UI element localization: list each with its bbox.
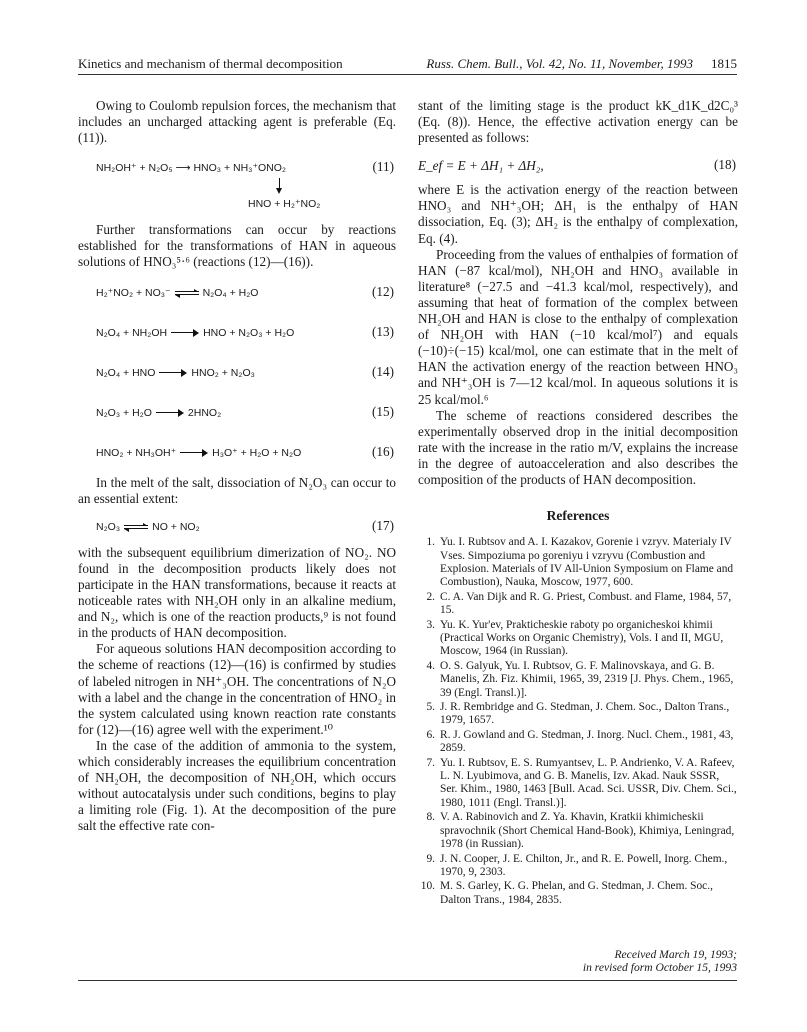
equation-reactants: N₂O₃ + H₂O	[96, 406, 152, 419]
equation-number: (11)	[372, 159, 394, 175]
reference-item	[418, 853, 738, 880]
references-list	[418, 536, 738, 907]
reference-text: J. N. Cooper, J. E. Chilton, Jr., and R. E. Powell, Inorg. Chem., 1970, 9, 2303.	[440, 852, 728, 878]
equation-products: 2HNO₂	[187, 406, 222, 419]
equation-number: (14)	[372, 363, 394, 379]
equilibrium-arrow-icon	[175, 288, 199, 298]
equation-number: (18)	[714, 157, 736, 173]
paragraph: The scheme of reactions considered describes the experimentally observed drop in the initial decomposition rate with the increase in the ratio m/V, explains the increase in the degree of autoacceleration and also describes the composition of the products of HAN decomposition.	[418, 407, 738, 487]
paragraph: In the melt of the salt, dissociation of N₂O₃ can occur to an essential extent:	[78, 474, 396, 506]
equation-11-branch	[78, 178, 396, 194]
reference-text: Yu. K. Yur'ev, Prakticheskie raboty po organicheskoi khimii (Practical Works on Organic Chemistry), Vols. I and II, MGU, Moscow, 1964 (in Russian).	[440, 618, 724, 658]
received-note	[583, 948, 737, 974]
reference-item	[418, 729, 738, 756]
equation-18	[418, 156, 738, 182]
reference-item	[418, 701, 738, 728]
reference-number: 3.	[426, 618, 435, 631]
equation-reactants: HNO₂ + NH₃OH⁺	[96, 446, 177, 459]
equation-formula: E_ef = E + ΔH₁ + ΔH₂,	[418, 158, 544, 174]
reference-number: 8.	[426, 811, 435, 824]
reference-item	[418, 536, 738, 590]
left-column	[78, 98, 396, 834]
reaction-arrow-icon	[159, 369, 187, 377]
page-number: 1815	[711, 56, 737, 71]
reference-number: 10.	[420, 880, 435, 893]
header-journal	[426, 56, 737, 72]
reference-number: 4.	[426, 659, 435, 672]
equation-number: (13)	[372, 323, 394, 339]
reference-text: Yu. I. Rubtsov, E. S. Rumyantsev, L. P. Andrienko, V. A. Rafeev, L. N. Lyubimova, and G. B. Manelis, Izv. Akad. Nauk SSSR, Ser. Khim., 1980, 1463 [Bull. Acad. Sci. USSR, Div. Chem. Sci., 1980, 1011 (Engl. Transl.)].	[440, 756, 737, 809]
header-journal-citation: Russ. Chem. Bull., Vol. 42, No. 11, November, 1993	[426, 56, 693, 71]
equation-11	[78, 158, 396, 178]
equilibrium-arrow-icon	[124, 522, 148, 532]
reference-text: J. R. Rembridge and G. Stedman, J. Chem. Soc., Dalton Trans., 1979, 1657.	[440, 701, 730, 727]
running-header	[78, 54, 737, 75]
reference-text: O. S. Galyuk, Yu. I. Rubtsov, G. F. Malinovskaya, and G. B. Manelis, Zh. Fiz. Khimii, 1965, 39, 2319 [J. Phys. Chem., 1965, 39 (Engl. Transl.)].	[440, 659, 734, 699]
equation-reactants: N₂O₄ + HNO	[96, 366, 156, 379]
equation-reactants: N₂O₃	[96, 520, 121, 533]
reference-number: 5.	[426, 701, 435, 714]
equation-number: (15)	[372, 403, 394, 419]
reference-item	[418, 660, 738, 700]
paragraph: Proceeding from the values of enthalpies of formation of HAN (−87 kcal/mol), NH₂OH and HNO₃ available in literature⁸ (−27.5 and −41.3 kcal/mol, respectively), and assuming that heat of formation of the complex between NH₂OH and HAN is close to the enthalpy of complexation of NH₂OH with HAN (−10 kcal/mol⁷) and equals (−10)÷(−15) kcal/mol, one can estimate that in the melt of HAN the activation energy of the reaction between HNO₃ and NH⁺₃OH is 7—12 kcal/mol. In aqueous solutions it is 25 kcal/mol.⁶	[418, 246, 738, 407]
reference-number: 1.	[426, 536, 435, 549]
equation-14	[78, 363, 396, 403]
equation-reactants: N₂O₄ + NH₂OH	[96, 326, 168, 339]
footer-rule	[78, 980, 737, 981]
equation-products: NO + NO₂	[152, 520, 200, 533]
right-column	[418, 98, 738, 908]
equation-products: N₂O₄ + H₂O	[202, 286, 259, 299]
equation-15	[78, 403, 396, 443]
paragraph: In the case of the addition of ammonia to the system, which considerably increases the equilibrium concentration of NH₂OH, the decomposition of NH₂OH, which occurs without autocatalysis under such conditions, begins to play a limiting role (Fig. 1). At the decomposition of the pure salt the effective rate con-	[78, 737, 396, 834]
reference-item	[418, 757, 738, 811]
equation-13	[78, 323, 396, 363]
paragraph: Further transformations can occur by reactions established for the transformations of HAN in aqueous solutions of HNO₃⁵·⁶ (reactions (12)—(16)).	[78, 222, 396, 270]
reference-number: 6.	[426, 728, 435, 741]
equation-number: (12)	[372, 283, 394, 299]
reference-text: V. A. Rabinovich and Z. Ya. Khavin, Kratkii khimicheskii spravochnik (Short Chemical Hand-Book), Khimiya, Leningrad, 1978 (in Russian).	[440, 811, 735, 851]
reaction-arrow-icon	[171, 329, 199, 337]
reference-text: R. J. Gowland and G. Stedman, J. Inorg. Nucl. Chem., 1981, 43, 2859.	[440, 728, 734, 755]
equation-12	[78, 283, 396, 323]
equation-11-product	[78, 194, 396, 222]
reference-number: 9.	[426, 852, 435, 865]
references-heading: References	[546, 508, 610, 524]
equation-reactants: H₂⁺NO₂ + NO₃⁻	[96, 286, 171, 299]
reference-number: 7.	[426, 756, 435, 769]
reaction-arrow-icon	[156, 409, 184, 417]
header-title: Kinetics and mechanism of thermal decomposition	[78, 56, 343, 71]
equation-number: (16)	[372, 443, 394, 459]
reference-number: 2.	[426, 590, 435, 603]
reference-text: C. A. Van Dijk and R. G. Priest, Combust. and Flame, 1984, 57, 15.	[440, 590, 732, 617]
received-date: Received March 19, 1993;	[614, 948, 737, 961]
reference-item	[418, 811, 738, 851]
paragraph: where E is the activation energy of the reaction between HNO₃ and NH⁺₃OH; ΔH₁ is the enthalpy of HAN dissociation, Eq. (3); ΔH₂ is the enthalpy of complexation, Eq. (4).	[418, 182, 738, 246]
reaction-arrow-icon	[180, 449, 208, 457]
equation-16	[78, 443, 396, 475]
paragraph: Owing to Coulomb repulsion forces, the mechanism that includes an uncharged attacking agent is preferable (Eq. (11)).	[78, 98, 396, 146]
reference-item	[418, 591, 738, 618]
reference-item	[418, 619, 738, 659]
equation-formula: NH₂OH⁺ + N₂O₅ ⟶ HNO₃ + NH₃⁺ONO₂	[96, 162, 286, 175]
equation-products: HNO₂ + N₂O₃	[191, 366, 255, 379]
paragraph: For aqueous solutions HAN decomposition according to the scheme of reactions (12)—(16) is confirmed by studies of labeled nitrogen in NH⁺₃OH. The concentrations of N₂O with a label and the change in the concentration of HNO₂ in the system calculated using known reaction rate constants for (12)—(16) agree well with the experiment.¹⁰	[78, 641, 396, 737]
equation-number: (17)	[372, 517, 394, 533]
equation-products: H₃O⁺ + H₂O + N₂O	[212, 446, 302, 459]
reference-text: M. S. Garley, K. G. Phelan, and G. Stedman, J. Chem. Soc., Dalton Trans., 1984, 2835.	[440, 880, 713, 906]
revised-date: in revised form October 15, 1993	[582, 961, 737, 974]
paragraph: stant of the limiting stage is the product kK_d1K_d2C₀³ (Eq. (8)). Hence, the effective activation energy can be presented as follows:	[418, 98, 738, 146]
equation-17	[78, 517, 396, 545]
equation-formula: HNO + H₂⁺NO₂	[248, 198, 321, 211]
down-arrow-icon	[275, 178, 285, 194]
paragraph: with the subsequent equilibrium dimerization of NO₂. NO found in the decomposition products likely does not participate in the HAN transformations, because it reacts at noticeable rates with NH₂OH only in an alkaline medium, and N₂, which is one of the reaction products,⁹ is not found in the products of HAN decomposition.	[78, 544, 396, 641]
reference-text: Yu. I. Rubtsov and A. I. Kazakov, Gorenie i vzryv. Materialy IV Vses. Simpoziuma po goreniyu i vzryvu (Combustion and Explosion. Materials of IV All-Union Symposium on Flame and Combustion), Nauka, Moscow, 1977, 600.	[440, 536, 734, 589]
reference-item	[418, 880, 738, 907]
equation-products: HNO + N₂O₃ + H₂O	[203, 326, 295, 339]
